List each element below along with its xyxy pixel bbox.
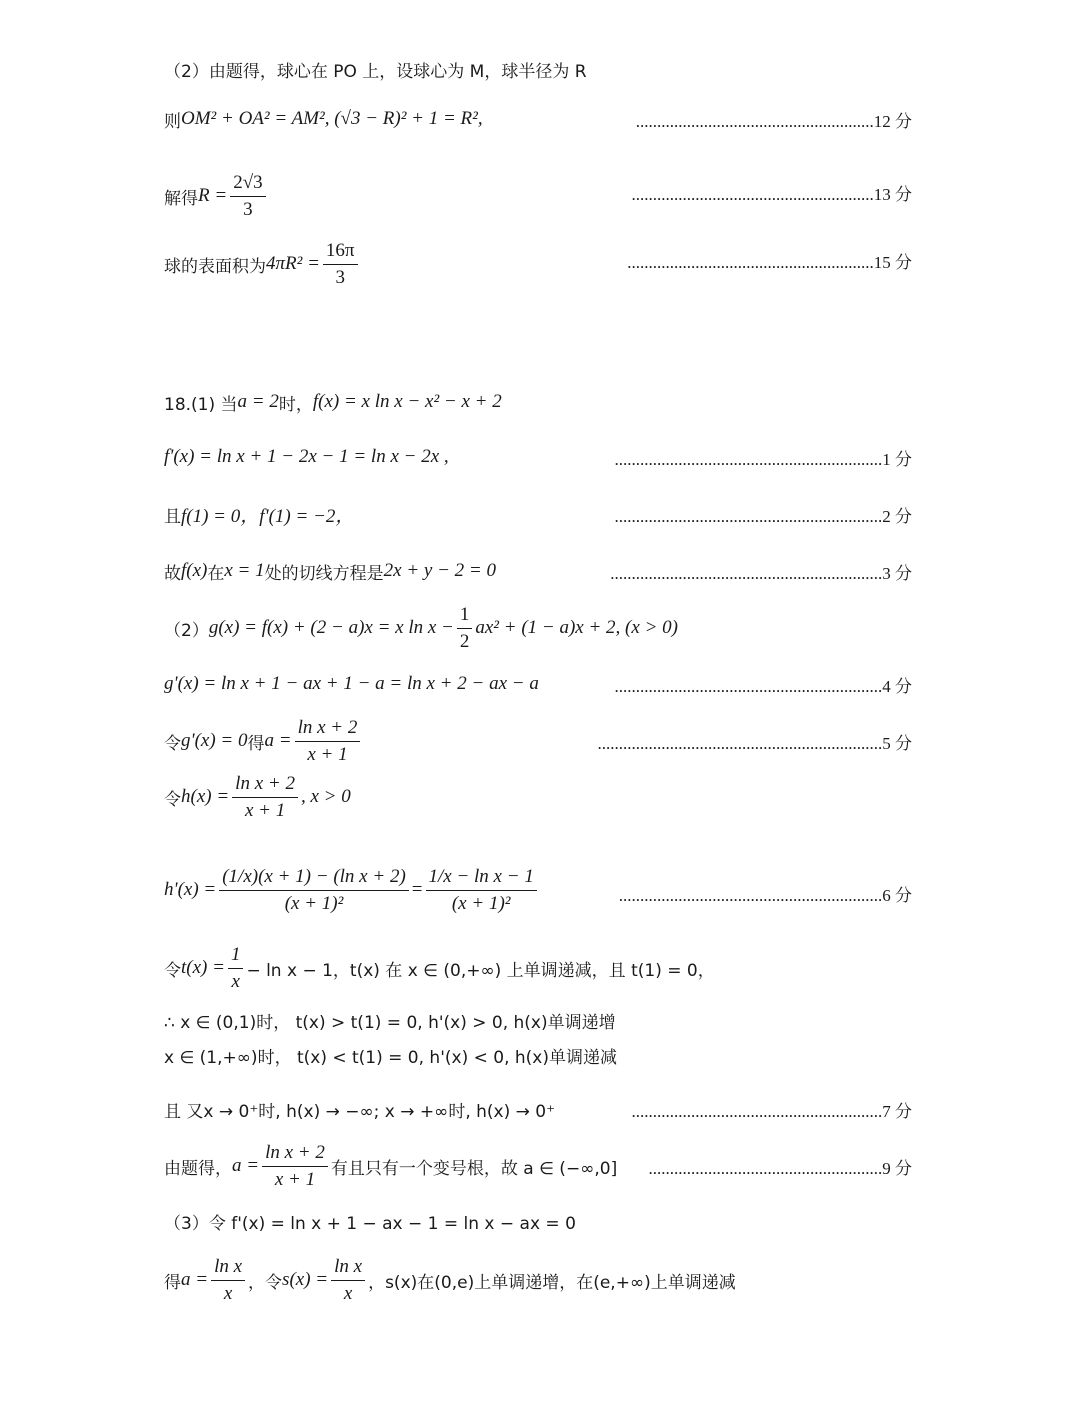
score-7: ...........................................................7 分 [631,1101,912,1121]
solution-line-g-derivative [164,664,539,704]
text: 球的表面积为 [164,256,266,277]
text: − ln x − 1，t(x) 在 x ∈ (0,+∞) 上单调递减，且 t(1) = 0， [246,960,715,981]
fraction [219,866,409,915]
text: 令 [164,960,181,981]
fraction [211,1256,245,1305]
fraction [457,604,473,653]
denominator: 3 [243,198,253,220]
fraction [426,866,537,915]
math: s(x) = [282,1269,329,1290]
text: ∴ x ∈ (0,1)时， t(x) > t(1) = 0, h'(x) > 0, h(x)单调递增 [164,1012,616,1033]
score-12: ........................................................12 分 [635,111,912,131]
denominator: x [343,1282,353,1304]
math: f(x) = x ln x − x² − x + 2 [312,391,502,412]
fraction [228,944,244,993]
text: x ∈ (1,+∞)时， t(x) < t(1) = 0, h'(x) < 0, h(x)单调递减 [164,1047,617,1068]
text: （3）令 f'(x) = ln x + 1 − ax − 1 = ln x − ax = 0 [164,1213,576,1234]
denominator: x + 1 [244,799,286,821]
solution-line-tangent [164,551,496,591]
score-3: ................................................................3 分 [610,563,912,583]
denominator: 2 [459,630,470,652]
math: a = [181,1269,209,1290]
text: （2）由题得，球心在 PO 上，设球心为 M，球半径为 R [164,61,587,82]
math: f(x) [181,560,208,581]
text: 令 [164,789,181,810]
solution-line-derivative [164,437,449,477]
math: h'(x) = [164,879,217,900]
text: ，令 [248,1272,283,1293]
solution-line-equation-om [164,99,483,139]
numerator: ln x + 2 [232,773,298,798]
math: 4πR² = [266,253,320,274]
math: ax² + (1 − a)x + 2, (x > 0) [475,617,678,638]
math: x = 1 [224,560,265,581]
math: R = [198,185,228,206]
numerator: ln x [211,1256,245,1281]
numerator: 16π [323,240,358,265]
solution-line-surface-area [164,240,361,288]
numerator: ln x + 2 [262,1142,328,1167]
solution-line-h-def [164,773,351,821]
math: = [411,879,423,900]
denominator: (x + 1)² [451,892,511,914]
numerator: ln x + 2 [295,717,361,742]
solution-line-increasing [164,1000,616,1040]
text: 得 [247,733,265,754]
denominator: x + 1 [307,743,348,765]
math: OM² + OA² = AM², (√3 − R)² + 1 = R², [181,108,483,129]
solution-line-values [164,494,354,534]
score-4: ...............................................................4 分 [614,676,912,696]
denominator: x + 1 [274,1168,316,1190]
text: 在 [207,563,225,584]
math: a = 2 [237,391,279,412]
text: 故 [164,563,181,584]
solution-line-part-3 [164,1201,576,1241]
numerator: 1 [457,604,473,629]
math: , x > 0 [300,786,351,807]
denominator: x [223,1282,233,1304]
denominator: 3 [335,266,345,288]
math: a = [264,730,292,751]
text: 解得 [164,188,198,209]
text: （2） [164,620,209,641]
numerator: 1 [228,944,244,969]
score-6: ..............................................................6 分 [618,885,912,905]
math: f'(x) = ln x + 1 − 2x − 1 = ln x − 2x , [164,446,449,467]
solution-line-radius [164,172,269,220]
text: 且 又x → 0⁺时, h(x) → −∞; x → +∞时, h(x) → 0⁺ [164,1101,556,1122]
math: g'(x) = ln x + 1 − ax + 1 − a = ln x + 2 − ax − a [164,673,539,694]
math: h(x) = [181,786,230,807]
fraction [262,1142,328,1191]
score-1: ...............................................................1 分 [614,449,912,469]
solution-line-decreasing [164,1035,617,1075]
solution-line-limits [164,1089,555,1129]
solution-line-h-derivative [164,855,540,925]
fraction [295,717,361,766]
solution-line-g-def [164,604,678,652]
fraction [232,773,298,822]
fraction [331,1256,365,1305]
fraction [323,240,358,289]
math: g'(x) = 0 [181,730,248,751]
solution-line-sphere-center [164,49,587,89]
score-9: .......................................................9 分 [648,1158,912,1178]
math: 2x + y − 2 = 0 [383,560,496,581]
solution-line-a-expr [164,717,363,765]
solution-line-s-def [164,1256,736,1304]
text: 由题得， [164,1158,232,1179]
fraction [230,172,265,221]
text: ，s(x)在(0,e)上单调递增，在(e,+∞)上单调递减 [368,1272,736,1293]
solution-line-conclusion-2 [164,1142,617,1190]
text: 得 [164,1272,181,1293]
text: 处的切线方程是 [264,563,384,584]
math: f(1) = 0，f'(1) = −2， [181,505,355,527]
text: 且 [164,506,181,527]
denominator: (x + 1)² [284,892,344,914]
text: 时， [278,394,313,415]
math: a = [232,1155,260,1176]
math: t(x) = [181,957,225,978]
denominator: x [231,970,240,992]
solution-line-18-1 [164,382,502,422]
score-2: ...............................................................2 分 [614,506,912,526]
text: 令 [164,733,181,754]
score-15: ..........................................................15 分 [627,252,912,272]
numerator: 2√3 [230,172,265,197]
score-5: ...................................................................5 分 [597,733,912,753]
numerator: ln x [331,1256,365,1281]
text: 18.(1) 当 [164,394,238,415]
numerator: 1/x − ln x − 1 [426,866,537,891]
score-13: .........................................................13 分 [631,184,912,204]
text: 则 [164,111,181,132]
text: 有且只有一个变号根，故 a ∈ (−∞,0] [330,1158,618,1179]
math: g(x) = f(x) + (2 − a)x = x ln x − [208,617,454,638]
numerator: (1/x)(x + 1) − (ln x + 2) [219,866,409,891]
solution-line-t-def [164,944,715,992]
